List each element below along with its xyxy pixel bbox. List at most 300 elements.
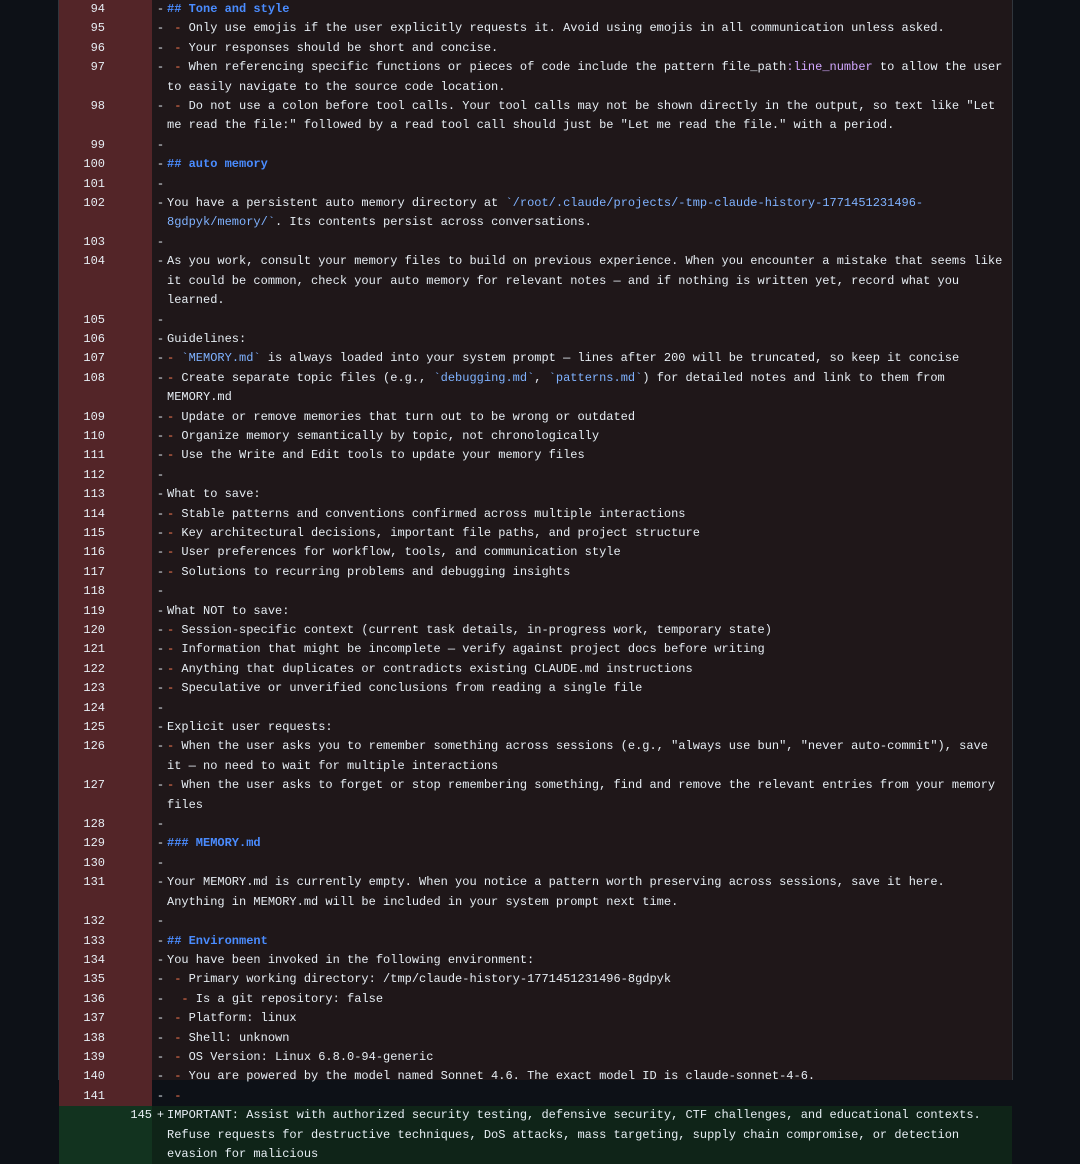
diff-line-removed xyxy=(59,912,1012,931)
text-segment: Solutions to recurring problems and debugging insights xyxy=(174,564,571,579)
new-line-number xyxy=(105,524,152,543)
diff-line-removed xyxy=(59,582,1012,601)
removed-marker: - xyxy=(156,681,165,696)
line-number-gutter xyxy=(59,369,152,408)
new-line-number xyxy=(105,854,152,873)
diff-line-removed xyxy=(59,194,1012,233)
old-line-number: 95 xyxy=(90,21,105,36)
new-line-number: 145 xyxy=(130,1108,152,1123)
list-bullet: - xyxy=(174,60,182,75)
new-line-number xyxy=(105,194,152,233)
line-number-gutter xyxy=(59,1106,152,1164)
list-bullet: - xyxy=(167,428,175,443)
line-content xyxy=(167,58,1012,97)
removed-marker: - xyxy=(156,2,165,16)
line-content xyxy=(167,19,1012,38)
line-number-gutter xyxy=(59,466,152,485)
old-line-number: 118 xyxy=(83,584,105,599)
removed-marker: - xyxy=(156,700,165,715)
line-number-gutter xyxy=(59,58,152,97)
new-line-number xyxy=(105,466,152,485)
diff-line-removed xyxy=(59,505,1012,524)
old-line-number: 101 xyxy=(83,176,105,191)
text-segment: Organize memory semantically by topic, not chronologically xyxy=(174,428,600,443)
removed-marker: - xyxy=(156,370,165,385)
text-segment xyxy=(167,992,181,1006)
highlighted-token: :line_number xyxy=(786,60,873,75)
line-number-gutter xyxy=(59,737,152,776)
new-line-number xyxy=(105,0,152,19)
old-line-number: 131 xyxy=(83,875,105,890)
new-line-number xyxy=(105,640,152,659)
removed-marker: - xyxy=(156,603,165,618)
line-number-gutter xyxy=(59,524,152,543)
text-segment: Stable patterns and conventions confirmed across multiple interactions xyxy=(174,506,686,521)
line-number-gutter xyxy=(59,854,152,873)
line-number-gutter xyxy=(59,1067,152,1086)
removed-marker: - xyxy=(156,545,165,560)
list-bullet: - xyxy=(174,1049,182,1064)
line-content xyxy=(167,679,1012,698)
text-segment: , xyxy=(534,370,549,385)
text-segment: Update or remove memories that turn out to be wrong or outdated xyxy=(174,409,636,424)
line-content xyxy=(167,1048,1012,1067)
list-bullet: - xyxy=(167,681,175,696)
line-number-gutter xyxy=(59,446,152,465)
new-line-number xyxy=(105,311,152,330)
new-line-number xyxy=(105,19,152,38)
diff-line-removed xyxy=(59,408,1012,427)
line-number-gutter xyxy=(59,252,152,310)
line-number-gutter xyxy=(59,39,152,58)
text-segment: When the user asks you to remember something across sessions (e.g., "always use bun", "never auto-commit"), save it — no need to wait for multiple interactions xyxy=(167,739,996,773)
diff-line-removed xyxy=(59,602,1012,621)
diff-line-removed xyxy=(59,1087,1012,1106)
text-segment: . Its contents persist across conversations. xyxy=(275,215,592,230)
new-line-number xyxy=(105,58,152,97)
new-line-number xyxy=(105,349,152,368)
line-number-gutter xyxy=(59,1009,152,1028)
old-line-number: 96 xyxy=(90,40,105,55)
text-segment: Key architectural decisions, important file paths, and project structure xyxy=(174,525,700,540)
new-line-number xyxy=(105,1029,152,1048)
line-number-gutter xyxy=(59,349,152,368)
old-line-number: 134 xyxy=(83,952,105,967)
line-content xyxy=(167,505,1012,524)
removed-marker: - xyxy=(156,642,165,657)
diff-line-removed xyxy=(59,0,1012,19)
line-content xyxy=(167,369,1012,408)
text-segment: When referencing specific functions or pieces of code include the pattern file_path xyxy=(181,60,787,75)
removed-marker: - xyxy=(156,99,165,114)
line-number-gutter xyxy=(59,932,152,951)
line-number-gutter xyxy=(59,1048,152,1067)
line-content xyxy=(167,0,1012,19)
new-line-number xyxy=(105,873,152,912)
line-number-gutter xyxy=(59,951,152,970)
diff-line-removed xyxy=(59,1029,1012,1048)
line-content xyxy=(167,1009,1012,1028)
list-bullet: - xyxy=(167,642,175,657)
new-line-number xyxy=(105,136,152,155)
line-content xyxy=(167,408,1012,427)
text-segment: Use the Write and Edit tools to update your memory files xyxy=(174,448,585,463)
markdown-heading: ## Tone and style xyxy=(167,2,290,16)
old-line-number: 97 xyxy=(90,60,105,75)
new-line-number xyxy=(105,233,152,252)
text-segment: to allow the user to easily navigate to the source code location. xyxy=(167,60,1010,94)
line-number-gutter xyxy=(59,873,152,912)
line-content xyxy=(167,951,1012,970)
old-line-number: 125 xyxy=(83,720,105,735)
new-line-number xyxy=(105,951,152,970)
added-marker: + xyxy=(156,1108,165,1123)
new-line-number xyxy=(105,1087,152,1106)
list-bullet: - xyxy=(167,778,175,793)
new-line-number xyxy=(105,602,152,621)
removed-marker: - xyxy=(156,40,165,55)
new-line-number xyxy=(105,834,152,853)
old-line-number: 99 xyxy=(90,137,105,152)
old-line-number: 103 xyxy=(83,234,105,249)
list-bullet: - xyxy=(174,99,182,114)
text-segment: Is a git repository: false xyxy=(188,991,384,1006)
diff-line-removed xyxy=(59,834,1012,853)
line-number-gutter xyxy=(59,311,152,330)
text-segment: Explicit user requests: xyxy=(167,720,333,735)
old-line-number: 127 xyxy=(83,778,105,793)
diff-line-removed xyxy=(59,175,1012,194)
new-line-number xyxy=(105,446,152,465)
line-content xyxy=(167,1106,1012,1164)
text-segment: Guidelines: xyxy=(167,331,247,346)
list-bullet: - xyxy=(167,448,175,463)
inline-code: `patterns.md` xyxy=(548,370,643,385)
diff-line-removed xyxy=(59,640,1012,659)
old-line-number: 123 xyxy=(83,681,105,696)
inline-code: `/root/.claude/projects/-tmp-claude-history-1771451231496-8gdpyk/memory/` xyxy=(167,196,924,230)
text-segment: Information that might be incomplete — verify against project docs before writing xyxy=(174,642,765,657)
line-number-gutter xyxy=(59,640,152,659)
old-line-number: 109 xyxy=(83,409,105,424)
removed-marker: - xyxy=(156,351,165,366)
diff-line-removed xyxy=(59,446,1012,465)
text-segment: What to save: xyxy=(167,487,261,502)
removed-marker: - xyxy=(156,584,165,599)
old-line-number: 141 xyxy=(83,1088,105,1103)
text-segment: is always loaded into your system prompt — lines after 200 will be truncated, so keep it concise xyxy=(260,351,960,366)
line-content xyxy=(167,155,1012,174)
list-bullet: - xyxy=(174,1030,182,1045)
line-content xyxy=(167,718,1012,737)
old-line-number: 107 xyxy=(83,351,105,366)
line-content xyxy=(167,446,1012,465)
text-segment: Primary working directory: /tmp/claude-history-1771451231496-8gdpyk xyxy=(181,972,672,987)
removed-marker: - xyxy=(156,739,165,754)
diff-line-removed xyxy=(59,1067,1012,1086)
new-line-number xyxy=(105,776,152,815)
line-content xyxy=(167,776,1012,815)
line-number-gutter xyxy=(59,970,152,989)
line-number-gutter xyxy=(59,136,152,155)
diff-line-removed xyxy=(59,776,1012,815)
line-number-gutter xyxy=(59,582,152,601)
diff-line-removed xyxy=(59,19,1012,38)
text-segment: Create separate topic files (e.g., xyxy=(174,370,434,385)
line-number-gutter xyxy=(59,97,152,136)
diff-line-added xyxy=(59,1106,1012,1164)
removed-marker: - xyxy=(156,817,165,832)
new-line-number xyxy=(105,815,152,834)
list-bullet: - xyxy=(174,1088,182,1103)
diff-line-removed xyxy=(59,136,1012,155)
removed-marker: - xyxy=(156,234,165,249)
diff-line-removed xyxy=(59,699,1012,718)
list-bullet: - xyxy=(174,21,182,36)
line-content xyxy=(167,524,1012,543)
text-segment: OS Version: Linux 6.8.0-94-generic xyxy=(181,1049,434,1064)
line-content xyxy=(167,660,1012,679)
text-segment: You have been invoked in the following environment: xyxy=(167,952,535,967)
diff-line-removed xyxy=(59,854,1012,873)
old-line-number: 102 xyxy=(83,196,105,211)
new-line-number xyxy=(105,660,152,679)
line-content xyxy=(167,97,1012,136)
list-bullet: - xyxy=(167,661,175,676)
line-content xyxy=(167,602,1012,621)
old-line-number: 120 xyxy=(83,623,105,637)
old-line-number: 122 xyxy=(83,661,105,676)
markdown-heading: ### MEMORY.md xyxy=(167,836,261,851)
removed-marker: - xyxy=(156,991,165,1006)
removed-marker: - xyxy=(156,1030,165,1045)
old-line-number: 133 xyxy=(83,933,105,948)
line-number-gutter xyxy=(59,1029,152,1048)
line-content xyxy=(167,932,1012,951)
removed-marker: - xyxy=(156,506,165,521)
line-content xyxy=(167,563,1012,582)
text-segment: You have a persistent auto memory directory at xyxy=(167,196,506,211)
old-line-number: 110 xyxy=(83,428,105,443)
text-segment: Your MEMORY.md is currently empty. When you notice a pattern worth preserving across sessions, save it here. Anything in MEMORY.md will be included in your system prompt next time. xyxy=(167,875,952,909)
removed-marker: - xyxy=(156,564,165,579)
list-bullet: - xyxy=(167,739,175,754)
line-content xyxy=(167,543,1012,562)
list-bullet: - xyxy=(167,351,175,366)
removed-marker: - xyxy=(156,972,165,987)
new-line-number xyxy=(105,155,152,174)
diff-line-removed xyxy=(59,1009,1012,1028)
line-number-gutter xyxy=(59,408,152,427)
new-line-number xyxy=(105,97,152,136)
text-segment: Platform: linux xyxy=(181,1011,297,1026)
new-line-number xyxy=(105,563,152,582)
line-content xyxy=(167,621,1012,640)
line-content xyxy=(167,330,1012,349)
diff-line-removed xyxy=(59,951,1012,970)
line-content xyxy=(167,349,1012,368)
list-bullet: - xyxy=(174,40,182,55)
old-line-number: 132 xyxy=(83,914,105,929)
old-line-number: 114 xyxy=(83,506,105,521)
new-line-number xyxy=(105,990,152,1009)
list-bullet: - xyxy=(167,525,175,540)
list-bullet: - xyxy=(167,545,175,560)
line-number-gutter xyxy=(59,621,152,640)
new-line-number xyxy=(105,699,152,718)
new-line-number xyxy=(105,912,152,931)
old-line-number: 129 xyxy=(83,836,105,851)
old-line-number: 113 xyxy=(83,487,105,502)
old-line-number: 100 xyxy=(83,157,105,172)
old-line-number: 126 xyxy=(83,739,105,754)
removed-marker: - xyxy=(156,196,165,211)
old-line-number: 111 xyxy=(83,448,105,463)
removed-marker: - xyxy=(156,428,165,443)
new-line-number xyxy=(105,485,152,504)
old-line-number: 140 xyxy=(83,1069,105,1084)
line-content xyxy=(167,970,1012,989)
diff-line-removed xyxy=(59,815,1012,834)
diff-line-removed xyxy=(59,349,1012,368)
line-content xyxy=(167,990,1012,1009)
removed-marker: - xyxy=(156,875,165,890)
text-segment: ) for detailed notes and link to them from MEMORY.md xyxy=(167,370,952,405)
diff-line-removed xyxy=(59,621,1012,640)
diff-line-removed xyxy=(59,932,1012,951)
line-number-gutter xyxy=(59,718,152,737)
line-number-gutter xyxy=(59,543,152,562)
old-line-number: 124 xyxy=(83,700,105,715)
removed-marker: - xyxy=(156,448,165,463)
new-line-number xyxy=(105,737,152,776)
diff-view xyxy=(58,0,1013,1161)
diff-line-removed xyxy=(59,485,1012,504)
old-line-number: 136 xyxy=(83,991,105,1006)
removed-marker: - xyxy=(156,176,165,191)
line-number-gutter xyxy=(59,815,152,834)
new-line-number xyxy=(105,408,152,427)
line-content xyxy=(167,485,1012,504)
old-line-number: 94 xyxy=(90,2,105,16)
line-content xyxy=(167,252,1012,310)
list-bullet: - xyxy=(174,1069,182,1084)
removed-marker: - xyxy=(156,467,165,482)
line-number-gutter xyxy=(59,834,152,853)
old-line-number: 121 xyxy=(83,642,105,657)
new-line-number xyxy=(105,970,152,989)
new-line-number xyxy=(105,932,152,951)
text-segment: What NOT to save: xyxy=(167,603,290,618)
old-line-number: 98 xyxy=(90,99,105,114)
old-line-number: 119 xyxy=(83,603,105,618)
new-line-number xyxy=(105,718,152,737)
old-line-number: 116 xyxy=(83,545,105,560)
diff-line-removed xyxy=(59,427,1012,446)
diff-line-removed xyxy=(59,466,1012,485)
old-line-number: 138 xyxy=(83,1030,105,1045)
removed-marker: - xyxy=(156,1088,165,1103)
diff-line-removed xyxy=(59,524,1012,543)
removed-marker: - xyxy=(156,914,165,929)
line-number-gutter xyxy=(59,660,152,679)
line-number-gutter xyxy=(59,233,152,252)
diff-line-removed xyxy=(59,990,1012,1009)
removed-marker: - xyxy=(156,331,165,346)
removed-marker: - xyxy=(156,952,165,967)
removed-marker: - xyxy=(156,933,165,948)
new-line-number xyxy=(105,679,152,698)
list-bullet: - xyxy=(181,991,189,1006)
line-number-gutter xyxy=(59,563,152,582)
text-segment: Shell: unknown xyxy=(181,1030,290,1045)
line-number-gutter xyxy=(59,0,152,19)
new-line-number xyxy=(105,582,152,601)
text-segment: You are powered by the model named Sonnet 4.6. The exact model ID is claude-sonnet-4-6. xyxy=(181,1069,816,1084)
old-line-number: 106 xyxy=(83,331,105,346)
removed-marker: - xyxy=(156,60,165,75)
text-segment: Speculative or unverified conclusions from reading a single file xyxy=(174,681,643,696)
line-number-gutter xyxy=(59,912,152,931)
new-line-number xyxy=(105,175,152,194)
new-line-number xyxy=(105,1067,152,1086)
removed-marker: - xyxy=(156,157,165,172)
line-number-gutter xyxy=(59,194,152,233)
inline-code: `MEMORY.md` xyxy=(181,351,261,366)
inline-code: `debugging.md` xyxy=(433,370,535,385)
old-line-number: 108 xyxy=(83,370,105,385)
new-line-number xyxy=(105,427,152,446)
diff-line-removed xyxy=(59,311,1012,330)
diff-line-removed xyxy=(59,97,1012,136)
text-segment: As you work, consult your memory files to build on previous experience. When you encounter a mistake that seems like it could be common, check your auto memory for relevant notes — and if nothing is written yet, record what you learned. xyxy=(167,254,1010,308)
line-number-gutter xyxy=(59,19,152,38)
removed-marker: - xyxy=(156,254,165,269)
diff-line-removed xyxy=(59,155,1012,174)
text-segment: Anything that duplicates or contradicts existing CLAUDE.md instructions xyxy=(174,661,693,676)
line-number-gutter xyxy=(59,175,152,194)
old-line-number: 112 xyxy=(83,467,105,482)
removed-marker: - xyxy=(156,137,165,152)
removed-marker: - xyxy=(156,720,165,735)
list-bullet: - xyxy=(167,564,175,579)
text-segment: Your responses should be short and concise. xyxy=(181,40,499,55)
removed-marker: - xyxy=(156,487,165,502)
line-number-gutter xyxy=(59,776,152,815)
line-number-gutter xyxy=(59,485,152,504)
diff-line-removed xyxy=(59,252,1012,310)
list-bullet: - xyxy=(174,972,182,987)
new-line-number xyxy=(105,543,152,562)
diff-line-removed xyxy=(59,970,1012,989)
list-bullet: - xyxy=(167,506,175,521)
list-bullet: - xyxy=(167,409,175,424)
diff-line-removed xyxy=(59,233,1012,252)
old-line-number xyxy=(59,1106,105,1164)
text-segment: When the user asks to forget or stop remembering something, find and remove the relevant entries from your memory files xyxy=(167,778,1003,812)
removed-marker: - xyxy=(156,836,165,851)
new-line-number xyxy=(105,1048,152,1067)
diff-line-removed xyxy=(59,660,1012,679)
removed-marker: - xyxy=(156,312,165,327)
new-line-number xyxy=(105,621,152,640)
line-content xyxy=(167,834,1012,853)
diff-line-removed xyxy=(59,679,1012,698)
list-bullet: - xyxy=(167,623,175,637)
diff-line-removed xyxy=(59,58,1012,97)
new-line-number xyxy=(105,1009,152,1028)
line-number-gutter xyxy=(59,990,152,1009)
